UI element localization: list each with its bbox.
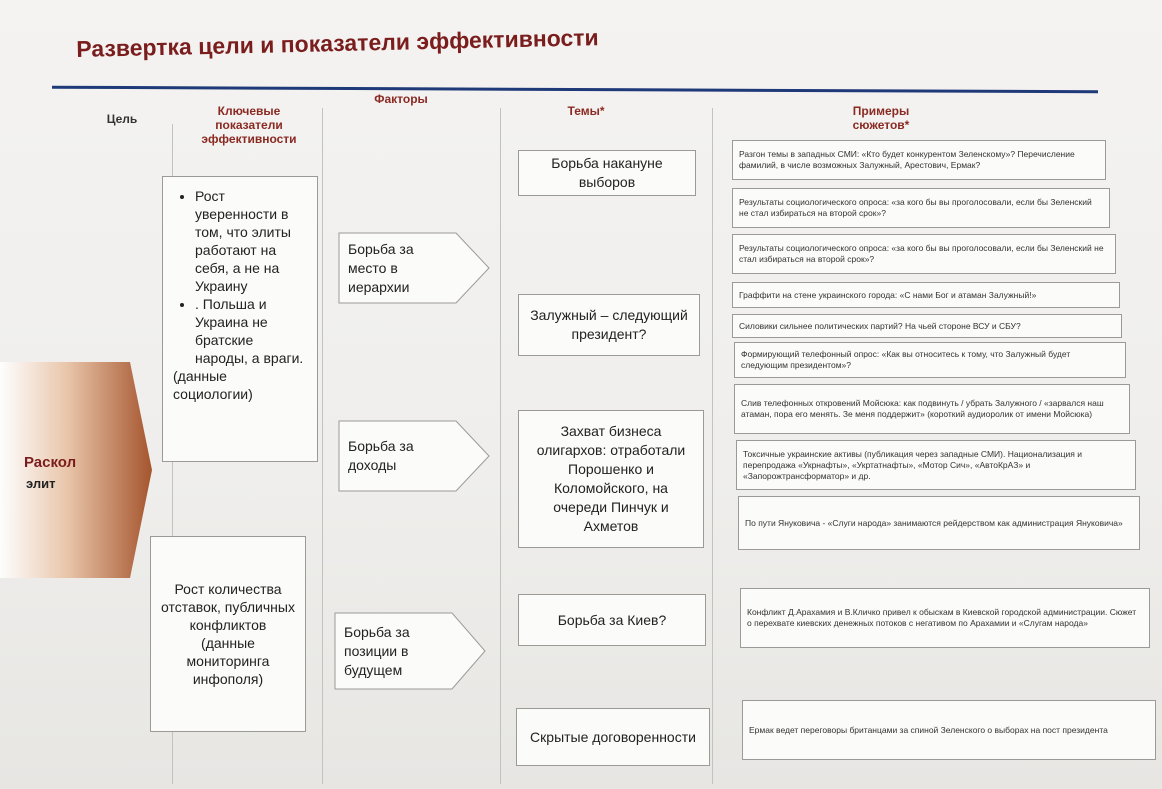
factor-label-1: Борьба за место в иерархии [348,240,414,295]
example-box-3: Результаты социологического опроса: «за кого бы вы проголосовали, если бы Зеленский не стал избираться на второй срок»? [732,234,1116,274]
kpi-bullet-1: • Рост уверенности в том, что элиты работают на себя, а не на Украину [195,187,307,295]
example-box-8: Токсичные украинские активы (публикация через западные СМИ). Национализация и перепродажа «Укрнафты», «Укртатнафты», «Мотор Сич», «АвтоКрАЗ» и «Запорожтрансформатор» и др. [736,440,1136,490]
header-goal: Цель [106,112,138,126]
factor-label-3: Борьба за позиции в будущем [344,623,410,678]
page-title: Развертка цели и показатели эффективности [76,24,599,62]
factor-label-2: Борьба за доходы [348,438,414,473]
goal-arrow [0,362,152,578]
example-box-9: По пути Януковича - «Слуги народа» занимаются рейдерством как администрация Януковича» [738,496,1140,550]
theme-box-2: Залужный – следующий президент? [518,294,700,356]
example-box-10: Конфликт Д.Арахамия и В.Кличко привел к обыскам в Киевской городской администрации. Сюжет о перехвате киевских денежных потоков с негативом по Арахамии и «Слугам народа» [740,588,1150,648]
kpi-box-2 [150,536,306,732]
theme-box-5: Скрытые договоренности [516,708,710,766]
theme-box-3: Захват бизнеса олигархов: отработали Порошенко и Коломойского, на очереди Пинчук и Ахметов [518,410,704,548]
factor-chevron-1 [338,232,490,304]
theme-box-1: Борьба накануне выборов [518,150,696,196]
column-divider [322,108,323,784]
kpi-source-note: (данные социологии) [173,368,253,402]
title-rule [52,86,1098,94]
column-divider [500,108,501,784]
example-box-2: Результаты социологического опроса: «за кого бы вы проголосовали, если бы Зеленский не стал избираться на второй срок»? [732,188,1110,228]
factor-chevron-2 [338,420,490,492]
example-box-4: Граффити на стене украинского города: «С нами Бог и атаман Залужный!» [732,282,1120,308]
theme-box-4: Борьба за Киев? [518,594,706,646]
example-box-5: Силовики сильнее политических партий? На чьей стороне ВСУ и СБУ? [732,314,1122,338]
example-box-11: Ермак ведет переговоры британцами за спиной Зеленского о выборах на пост президента [742,700,1156,760]
factor-chevron-3 [334,612,486,690]
column-divider [712,108,713,784]
kpi-box-1 [162,176,318,462]
example-box-7: Слив телефонных откровений Мойсюка: как подвинуть / убрать Залужного / «зарвался наш атаман, пора его менять. Зе меня поддержит» (короткий аудиоролик от имени Мойсюка) [734,384,1130,434]
kpi-text-2: Рост количества отставок, публичных конфликтов (данные мониторинга инфополя) [161,581,295,687]
example-box-6: Формирующий телефонный опрос: «Как вы относитесь к тому, что Залужный будет следующим президентом»? [734,342,1126,378]
header-examples: Примеры сюжетов* [852,104,910,132]
kpi-bullet-2: • . Польша и Украина не братские народы, а враги. [195,295,307,367]
header-kpi: Ключевые показатели эффективности [201,104,297,146]
header-factors: Факторы [374,92,428,106]
goal-label: Раскол [24,454,77,471]
header-themes: Темы* [567,104,605,118]
goal-label-sub: элит [26,476,56,491]
example-box-1: Разгон темы в западных СМИ: «Кто будет конкурентом Зеленскому»? Перечисление фамилий, в числе возможных Залужный, Арестович, Ермак? [732,140,1106,180]
